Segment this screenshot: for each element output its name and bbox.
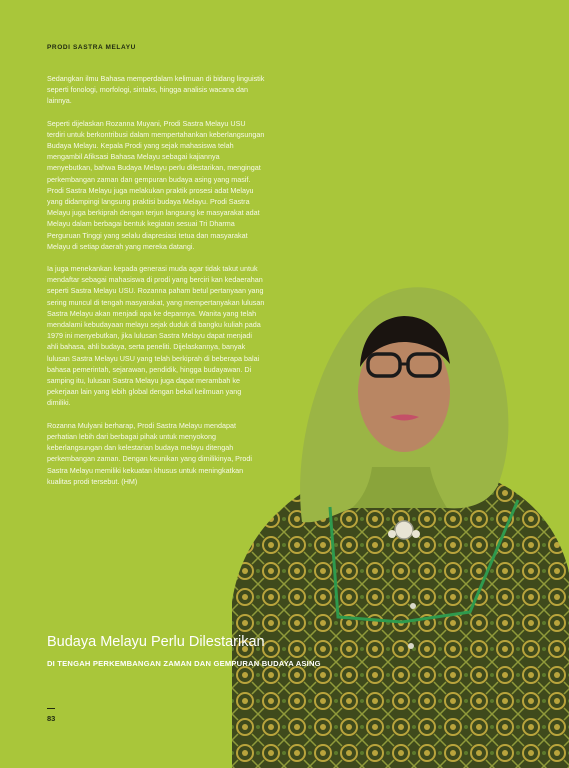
article-title: Budaya Melayu Perlu Dilestarikan [47, 634, 265, 650]
paragraph-2: Seperti dijelaskan Rozanna Muyani, Prodi Sastra Melayu USU terdiri untuk berkontribusi dalam mempertahankan keberlangsungan Budaya Melayu. Kepala Prodi yang sejak mahasiswa telah mengambil Afiksasi Bahasa Melayu sebagai kajiannya menyebutkan, bahwa Budaya Melayu perlu dilestarikan, mengingat perkembangan zaman dan gempuran budaya asing yang masif. Prodi Sastra Melayu juga melakukan praktik prosesi adat Melayu yang didampingi langsung praktisi budaya Melayu. Prodi Sastra Melayu juga berkiprah dengan terjun langsung ke masyarakat adat Melayu dalam berbagai bentuk kegiatan sesuai Tri Dharma Perguruan Tinggi yang selalu diapresiasi tetua dan masyarakat Melayu di setiap daerah yang mereka datangi. [47, 118, 265, 251]
paragraph-1: Sedangkan ilmu Bahasa memperdalam kelimuan di bidang linguistik seperti fonologi, morfologi, sintaks, hingga analisis wacana dan lainnya. [47, 74, 265, 106]
paragraph-4: Rozanna Mulyani berharap, Prodi Sastra Melayu mendapat perhatian lebih dari berbagai pihak untuk menyokong keberlangsungan dan kelestarian budaya melayu ditengah perkembangan zaman. Dengan keunikan yang dimilikinya, Prodi Sastra Melayu memiliki kekuatan khusus untuk meningkatkan kualitas prodi tersebut. (HM) [47, 420, 252, 486]
paragraph-3: Ia juga menekankan kepada generasi muda agar tidak takut untuk mendaftar sebagai mahasiswa di prodi yang berciri kan kedaerahan seperti Sastra Melayu USU. Rozanna paham betul pertanyaan yang sering muncul di tengah masyarakat, yang mempertanyakan lulusan Sastra Melayu akan menjadi apa ke depannya. Wanita yang telah mendalami kebudayaan melayu sejak duduk di bangku kuliah pada 1979 ini menyebutkan, jika lulusan Sastra Melayu dapat menjadi ahli bahasa, ahli budaya, serta peneliti. Dijelaskannya, banyak lulusan Sastra Melayu USU yang telah berkiprah di beberapa balai bahasa pemerintah, sejarawan, pendidik, hingga budayawan. Di samping itu, lulusan Sastra Melayu juga dapat merambah ke pekerjaan lain yang lebih global dengan bekal keilmuan yang dimiliki. [47, 264, 265, 408]
section-label: PRODI SASTRA MELAYU [47, 44, 136, 51]
portrait-photo [232, 272, 569, 768]
page-number-rule [47, 708, 55, 709]
page-number: 83 [47, 714, 56, 723]
article-subtitle: DI TENGAH PERKEMBANGAN ZAMAN DAN GEMPURAN BUDAYA ASING [47, 659, 321, 668]
